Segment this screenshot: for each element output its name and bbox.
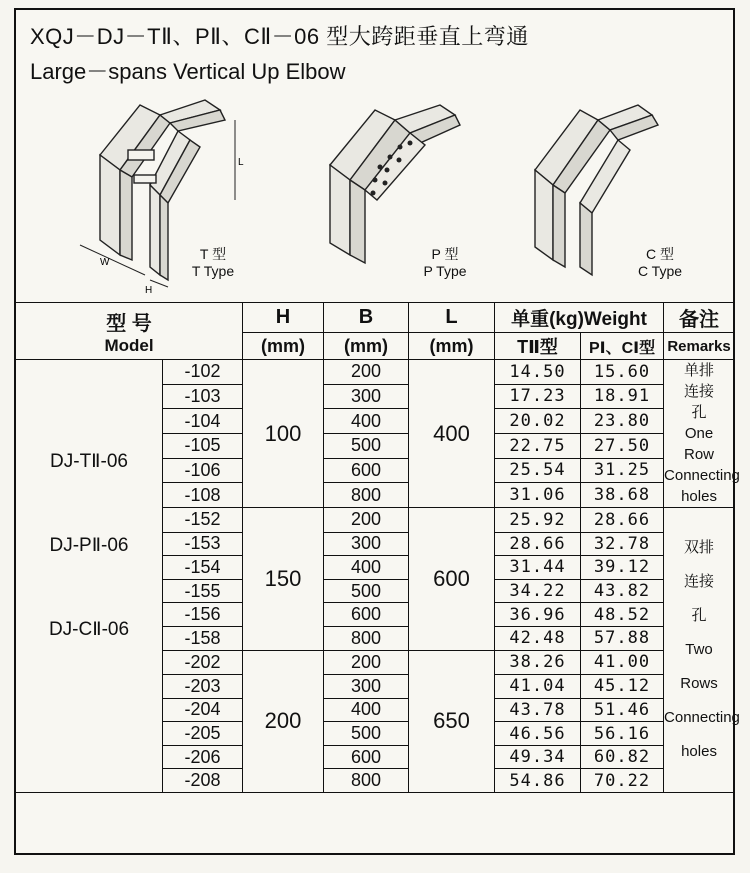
remark-line: 孔 — [691, 404, 707, 421]
model-name-t: DJ-TⅡ-06 — [50, 451, 128, 472]
weight-pc-value: 56.16 — [581, 722, 664, 746]
b-value: 400 — [324, 409, 409, 434]
t-type-en: T Type — [191, 263, 235, 279]
w-dim-label: W — [100, 257, 110, 268]
weight-t-value: 43.78 — [495, 698, 581, 722]
c-type-cn: C 型 — [646, 246, 674, 262]
remark-line: Rows — [680, 675, 718, 692]
b-value: 600 — [324, 745, 409, 769]
b-value: 500 — [324, 722, 409, 746]
weight-t-value: 38.26 — [495, 650, 581, 675]
model-suffix: -152 — [163, 508, 243, 533]
b-value: 600 — [324, 458, 409, 483]
model-suffix: -204 — [163, 698, 243, 722]
weight-t-value: 14.50 — [495, 360, 581, 385]
model-suffix: -153 — [163, 532, 243, 556]
weight-pc-value: 38.68 — [581, 483, 664, 508]
weight-pc-value: 43.82 — [581, 579, 664, 603]
model-suffix: -208 — [163, 769, 243, 793]
c-type-caption — [620, 246, 700, 280]
model-header-cn: 型 号 — [106, 312, 152, 335]
remark-line: 孔 — [691, 607, 707, 624]
b-value: 200 — [324, 360, 409, 385]
header-row-top — [16, 303, 735, 333]
weight-pc-value: 31.25 — [581, 458, 664, 483]
model-suffix: -154 — [163, 556, 243, 580]
h-dim-label: H — [145, 285, 153, 295]
b-value: 200 — [324, 508, 409, 533]
weight-pc-value: 41.00 — [581, 650, 664, 675]
l-dim-label: L — [238, 157, 244, 168]
remark-line: Connecting — [664, 467, 740, 484]
remark-two-rows — [664, 508, 740, 793]
model-suffix: -205 — [163, 722, 243, 746]
weight-t-value: 49.34 — [495, 745, 581, 769]
c-type-en: C Type — [637, 263, 683, 279]
weight-header: 单重(kg)Weight — [495, 303, 664, 333]
t-type-caption — [178, 246, 248, 280]
weight-t-value: 34.22 — [495, 579, 581, 603]
model-suffix: -108 — [163, 483, 243, 508]
model-suffix: -104 — [163, 409, 243, 434]
h-header: H — [243, 303, 324, 333]
remarks-header-cn: 备注 — [664, 303, 735, 333]
weight-pc-value: 48.52 — [581, 603, 664, 627]
h-unit: (mm) — [243, 333, 324, 360]
weight-pc-value: 60.82 — [581, 745, 664, 769]
title-english: Large－spans Vertical Up Elbow — [30, 59, 346, 84]
b-unit: (mm) — [324, 333, 409, 360]
weight-pc-value: 27.50 — [581, 433, 664, 458]
weight-pc-value: 28.66 — [581, 508, 664, 533]
model-name-p: DJ-PⅡ-06 — [49, 535, 129, 556]
remark-line: Two — [685, 641, 713, 658]
remark-line: Row — [684, 446, 715, 463]
h-value: 150 — [243, 508, 324, 651]
weight-pc-value: 70.22 — [581, 769, 664, 793]
weight-t-value: 17.23 — [495, 384, 581, 409]
h-value: 100 — [243, 360, 324, 508]
remark-line: Connecting — [664, 709, 740, 726]
weight-t-value: 54.86 — [495, 769, 581, 793]
model-suffix: -103 — [163, 384, 243, 409]
remark-line: holes — [681, 743, 717, 760]
weight-pc-value: 45.12 — [581, 675, 664, 699]
weight-t-value: 42.48 — [495, 626, 581, 650]
weight-pc-value: 18.91 — [581, 384, 664, 409]
b-value: 600 — [324, 603, 409, 627]
t-type-cn: T 型 — [199, 246, 227, 262]
b-value: 800 — [324, 769, 409, 793]
model-suffix: -105 — [163, 433, 243, 458]
weight-pc-value: 51.46 — [581, 698, 664, 722]
model-suffix: -202 — [163, 650, 243, 675]
weight-pc-value: 57.88 — [581, 626, 664, 650]
weight-t-value: 22.75 — [495, 433, 581, 458]
l-value: 600 — [409, 508, 495, 651]
l-unit: (mm) — [409, 333, 495, 360]
spec-table-body — [16, 360, 740, 793]
remark-one-row — [664, 360, 740, 508]
weight-pc-header: PⅠ、CⅠ型 — [581, 333, 664, 360]
weight-t-value: 31.44 — [495, 556, 581, 580]
model-suffix: -102 — [163, 360, 243, 385]
remark-line: 连接 — [684, 573, 715, 590]
weight-pc-value: 23.80 — [581, 409, 664, 434]
model-suffix: -106 — [163, 458, 243, 483]
remark-line: One — [684, 425, 714, 442]
remark-line: 单排 — [684, 362, 715, 379]
model-suffix: -206 — [163, 745, 243, 769]
b-value: 300 — [324, 384, 409, 409]
p-type-cn: P 型 — [431, 246, 459, 262]
model-name-c: DJ-CⅡ-06 — [48, 619, 130, 640]
weight-t-header: TⅡ型 — [495, 333, 581, 360]
weight-t-value: 25.54 — [495, 458, 581, 483]
weight-pc-value: 39.12 — [581, 556, 664, 580]
model-header-en: Model — [104, 335, 154, 355]
h-value: 200 — [243, 650, 324, 793]
remark-line: 连接 — [684, 383, 715, 400]
b-value: 200 — [324, 650, 409, 675]
weight-t-value: 20.02 — [495, 409, 581, 434]
spec-table — [15, 302, 740, 793]
weight-t-value: 31.06 — [495, 483, 581, 508]
b-value: 300 — [324, 675, 409, 699]
remark-line: holes — [681, 488, 717, 505]
weight-pc-value: 32.78 — [581, 532, 664, 556]
weight-t-value: 28.66 — [495, 532, 581, 556]
b-header: B — [324, 303, 409, 333]
remarks-header-en: Remarks — [664, 333, 735, 360]
weight-t-value: 41.04 — [495, 675, 581, 699]
weight-pc-value: 15.60 — [581, 360, 664, 385]
l-value: 650 — [409, 650, 495, 793]
model-suffix: -203 — [163, 675, 243, 699]
table-row — [16, 360, 735, 385]
b-value: 800 — [324, 483, 409, 508]
b-value: 400 — [324, 698, 409, 722]
weight-t-value: 25.92 — [495, 508, 581, 533]
model-suffix: -156 — [163, 603, 243, 627]
l-header: L — [409, 303, 495, 333]
weight-t-value: 46.56 — [495, 722, 581, 746]
model-names-cell — [16, 360, 163, 793]
b-value: 400 — [324, 556, 409, 580]
b-value: 800 — [324, 626, 409, 650]
b-value: 300 — [324, 532, 409, 556]
p-type-caption — [410, 246, 480, 280]
l-value: 400 — [409, 360, 495, 508]
p-type-en: P Type — [423, 263, 467, 279]
model-suffix: -155 — [163, 579, 243, 603]
model-header — [16, 303, 243, 360]
b-value: 500 — [324, 433, 409, 458]
title-chinese: XQJ－DJ－TⅡ、PⅡ、CⅡ－06 型大跨距垂直上弯通 — [30, 24, 529, 49]
model-suffix: -158 — [163, 626, 243, 650]
b-value: 500 — [324, 579, 409, 603]
remark-line: 双排 — [684, 539, 715, 556]
weight-t-value: 36.96 — [495, 603, 581, 627]
